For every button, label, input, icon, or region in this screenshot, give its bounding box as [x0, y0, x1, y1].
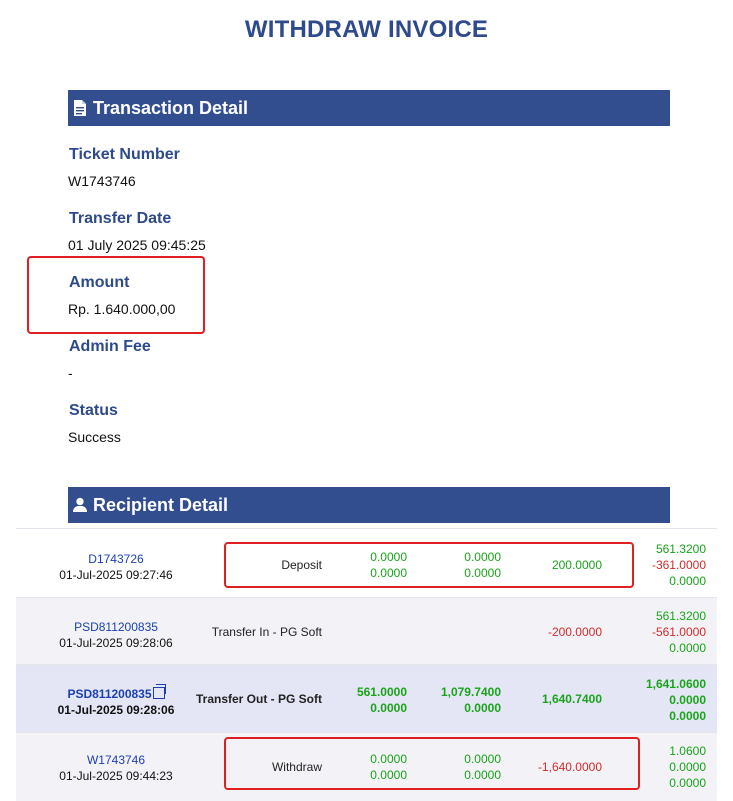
transfer-date-label: Transfer Date: [69, 210, 172, 227]
transaction-detail-header: [68, 90, 670, 126]
amount-highlight-box: [27, 256, 205, 334]
recipient-detail-header: [68, 487, 670, 523]
amount-value: Rp. 1.640.000,00: [68, 301, 176, 317]
copy-icon[interactable]: [153, 687, 165, 699]
ticket-link[interactable]: D1743726: [88, 552, 144, 566]
row-date: 01-Jul-2025 09:27:46: [59, 568, 173, 582]
ticket-number-label: Ticket Number: [69, 146, 180, 163]
status-value: Success: [68, 429, 121, 445]
ticket-link[interactable]: W1743746: [86, 753, 146, 767]
row-type: Transfer Out - PG Soft: [195, 692, 322, 706]
row-col-a: 0.0000 0.0000: [370, 752, 407, 782]
row-col-d: 1.0600 0.0000 0.0000: [669, 744, 706, 790]
table-row: [16, 664, 717, 733]
row-col-d: 561.3200 -361.0000 0.0000: [651, 542, 706, 588]
row-col-b: 1,079.7400 0.0000: [440, 685, 501, 715]
row-col-d: 561.3200 -561.0000 0.0000: [651, 609, 706, 655]
recipient-detail-title: Recipient Detail: [93, 494, 229, 515]
row-col-c: -200.0000: [547, 625, 602, 639]
row-col-d: 1,641.0600 0.0000 0.0000: [645, 677, 706, 723]
row-date: 01-Jul-2025 09:44:23: [59, 769, 173, 783]
admin-fee-value: -: [68, 365, 73, 381]
row-col-c: 1,640.7400: [541, 692, 602, 706]
row-col-b: 0.0000 0.0000: [464, 752, 501, 782]
status-label: Status: [69, 402, 118, 419]
transaction-detail-title: Transaction Detail: [93, 97, 249, 118]
amount-label: Amount: [69, 274, 130, 291]
row-col-c: -1,640.0000: [537, 760, 602, 774]
row-col-a: 561.0000 0.0000: [356, 685, 407, 715]
row-type: Withdraw: [271, 760, 322, 774]
row-col-b: 0.0000 0.0000: [464, 550, 501, 580]
ticket-link[interactable]: PSD811200835: [74, 620, 158, 634]
ticket-link[interactable]: PSD811200835: [67, 687, 152, 701]
table-row: [16, 597, 717, 665]
page-title: WITHDRAW INVOICE: [244, 16, 489, 43]
transfer-date-value: 01 July 2025 09:45:25: [68, 237, 206, 253]
ticket-number-value: W1743746: [68, 173, 136, 189]
row-date: 01-Jul-2025 09:28:06: [57, 703, 175, 717]
row-col-a: 0.0000 0.0000: [370, 550, 407, 580]
deposit-highlight-box: [224, 542, 634, 588]
row-col-c: 200.0000: [551, 558, 602, 572]
withdraw-highlight-box: [224, 737, 640, 790]
row-type: Deposit: [281, 558, 322, 572]
row-date: 01-Jul-2025 09:28:06: [59, 636, 173, 650]
user-icon: [73, 496, 87, 514]
row-type: Transfer In - PG Soft: [211, 625, 322, 639]
document-icon: [73, 99, 87, 117]
admin-fee-label: Admin Fee: [69, 338, 151, 355]
